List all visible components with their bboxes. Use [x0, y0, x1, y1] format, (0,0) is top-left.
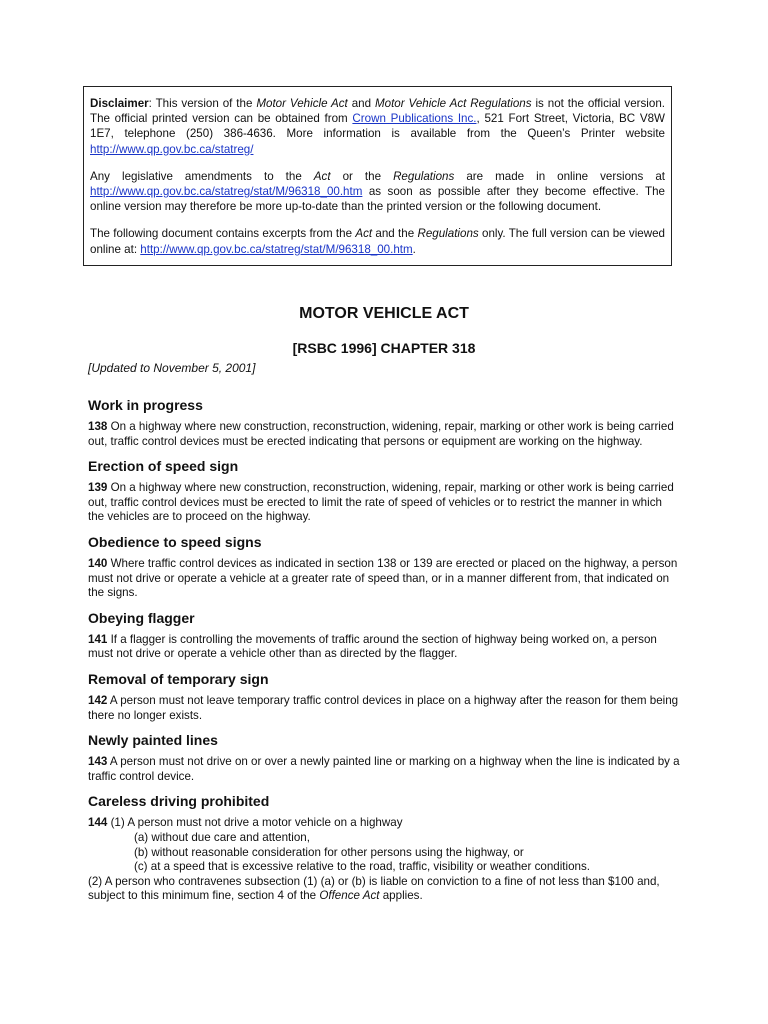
section-number: 144	[88, 816, 108, 830]
section-heading: Careless driving prohibited	[88, 793, 270, 810]
section-heading: Obeying flagger	[88, 609, 195, 626]
section-heading: Work in progress	[88, 397, 203, 413]
disclaimer-text: only. The full version can be viewed online at:	[90, 227, 666, 256]
section-number: 142	[88, 693, 108, 707]
act-word: Act	[355, 227, 373, 241]
section-heading: Erection of speed sign	[88, 458, 239, 475]
disclaimer-label: Disclaimer	[90, 97, 149, 110]
disclaimer-text: The following document contains excerpts from the	[90, 227, 356, 241]
disclaimer-paragraph-3	[90, 226, 665, 256]
act-name: Motor Vehicle Act	[256, 97, 348, 110]
crown-publications-link[interactable]: Crown Publications Inc.	[352, 112, 477, 126]
section-143	[88, 731, 680, 784]
offence-act-name: Offence Act	[319, 889, 380, 903]
section-number: 138	[88, 420, 108, 433]
clause-a: (a) without due care and attention,	[134, 830, 310, 844]
section-body	[88, 694, 680, 723]
disclaimer-paragraph-2	[90, 169, 665, 215]
section-heading: Obedience to speed signs	[88, 533, 262, 550]
section-144-lead	[88, 816, 680, 831]
sections-list	[88, 396, 680, 912]
disclaimer-text: and the	[372, 227, 418, 241]
section-heading: Newly painted lines	[88, 732, 218, 749]
section-number: 140	[88, 556, 108, 570]
section-body	[88, 755, 680, 784]
section-text: On a highway where new construction, reconstruction, widening, repair, marking or other work is being carried out, traffic control devices must be erected to limit the rate of speed of vehicles or to restrict the manner in which the vehicles are to proceed on the highway.	[88, 481, 674, 524]
section-139	[88, 457, 680, 525]
section-text: Where traffic control devices as indicated in section 138 or 139 are erected or placed on the highway, a person must not drive or operate a vehicle at a greater rate of speed than, or in a manner different from, that indicated on the signs.	[88, 556, 678, 600]
disclaimer-text: or the	[330, 169, 394, 183]
disclaimer-text: Any legislative amendments to the	[90, 169, 314, 183]
disclaimer-paragraph-1	[90, 96, 665, 157]
section-text: A person must not drive on or over a newly painted line or marking on a highway when the line is indicated by a traffic control device.	[88, 755, 680, 783]
clause-c: (c) at a speed that is excessive relative to the road, traffic, visibility or weather conditions.	[134, 860, 591, 874]
section-body	[88, 420, 680, 449]
disclaimer-text: : This version of the	[148, 97, 257, 110]
section-text: (1) A person must not drive a motor vehicle on a highway	[107, 816, 403, 830]
section-140	[88, 533, 680, 601]
disclaimer-text: and	[347, 97, 375, 110]
section-141	[88, 609, 680, 662]
section-body	[88, 557, 680, 601]
section-text: (2) A person who contravenes subsection (1) (a) or (b) is liable on conviction to a fine of not less than $100 and, subject to this minimum fine, section 4 of the	[88, 874, 660, 903]
section-body	[88, 633, 680, 662]
section-text: A person must not leave temporary traffic control devices in place on a highway after the reason for them being there no longer exists.	[88, 693, 679, 722]
disclaimer-text: is not the official version. The official printed version can be obtained from	[90, 97, 666, 126]
section-number: 143	[88, 755, 108, 769]
disclaimer-text: .	[412, 242, 416, 256]
disclaimer-box	[83, 86, 672, 266]
statreg-link[interactable]: http://www.qp.gov.bc.ca/statreg/	[90, 142, 254, 156]
clause-b: (b) without reasonable consideration for other persons using the highway, or	[134, 845, 524, 859]
section-number: 141	[88, 632, 108, 646]
section-text: If a flagger is controlling the movements of traffic around the section of highway being worked on, a person must not drive or operate a vehicle other than as directed by the flagger.	[88, 632, 657, 661]
disclaimer-text: as soon as possible after they become effective. The online version may therefore be more up-to-date than the printed version or the following document.	[90, 185, 665, 214]
act-word: Act	[313, 169, 331, 183]
section-body	[88, 481, 680, 525]
section-text: On a highway where new construction, reconstruction, widening, repair, marking or other work is being carried out, traffic control devices must be erected indicating that persons or equipment are working on the highway.	[88, 420, 674, 448]
section-body	[88, 816, 680, 904]
section-number: 139	[88, 481, 108, 495]
chapter-heading: [RSBC 1996] CHAPTER 318	[292, 340, 476, 356]
regulations-word: Regulations	[417, 227, 479, 241]
subsection-2	[88, 875, 680, 904]
document-title: MOTOR VEHICLE ACT	[299, 305, 469, 322]
disclaimer-text: , 521 Fort Street, Victoria, BC V8W 1E7, telephone (250) 386-4636. More information is available from the Queen’s Printer website	[90, 112, 665, 141]
disclaimer-text: are made in online versions at	[454, 169, 665, 183]
section-text: applies.	[379, 889, 423, 903]
regulations-word: Regulations	[393, 169, 455, 183]
regulations-name: Motor Vehicle Act Regulations	[374, 97, 532, 110]
section-138	[88, 396, 680, 449]
full-version-link[interactable]: http://www.qp.gov.bc.ca/statreg/stat/M/96318_00.htm	[140, 242, 413, 256]
act-online-link[interactable]: http://www.qp.gov.bc.ca/statreg/stat/M/96318_00.htm	[90, 185, 363, 199]
updated-note: [Updated to November 5, 2001]	[88, 361, 256, 375]
section-144	[88, 792, 680, 904]
section-142	[88, 670, 680, 723]
section-heading: Removal of temporary sign	[88, 670, 269, 687]
